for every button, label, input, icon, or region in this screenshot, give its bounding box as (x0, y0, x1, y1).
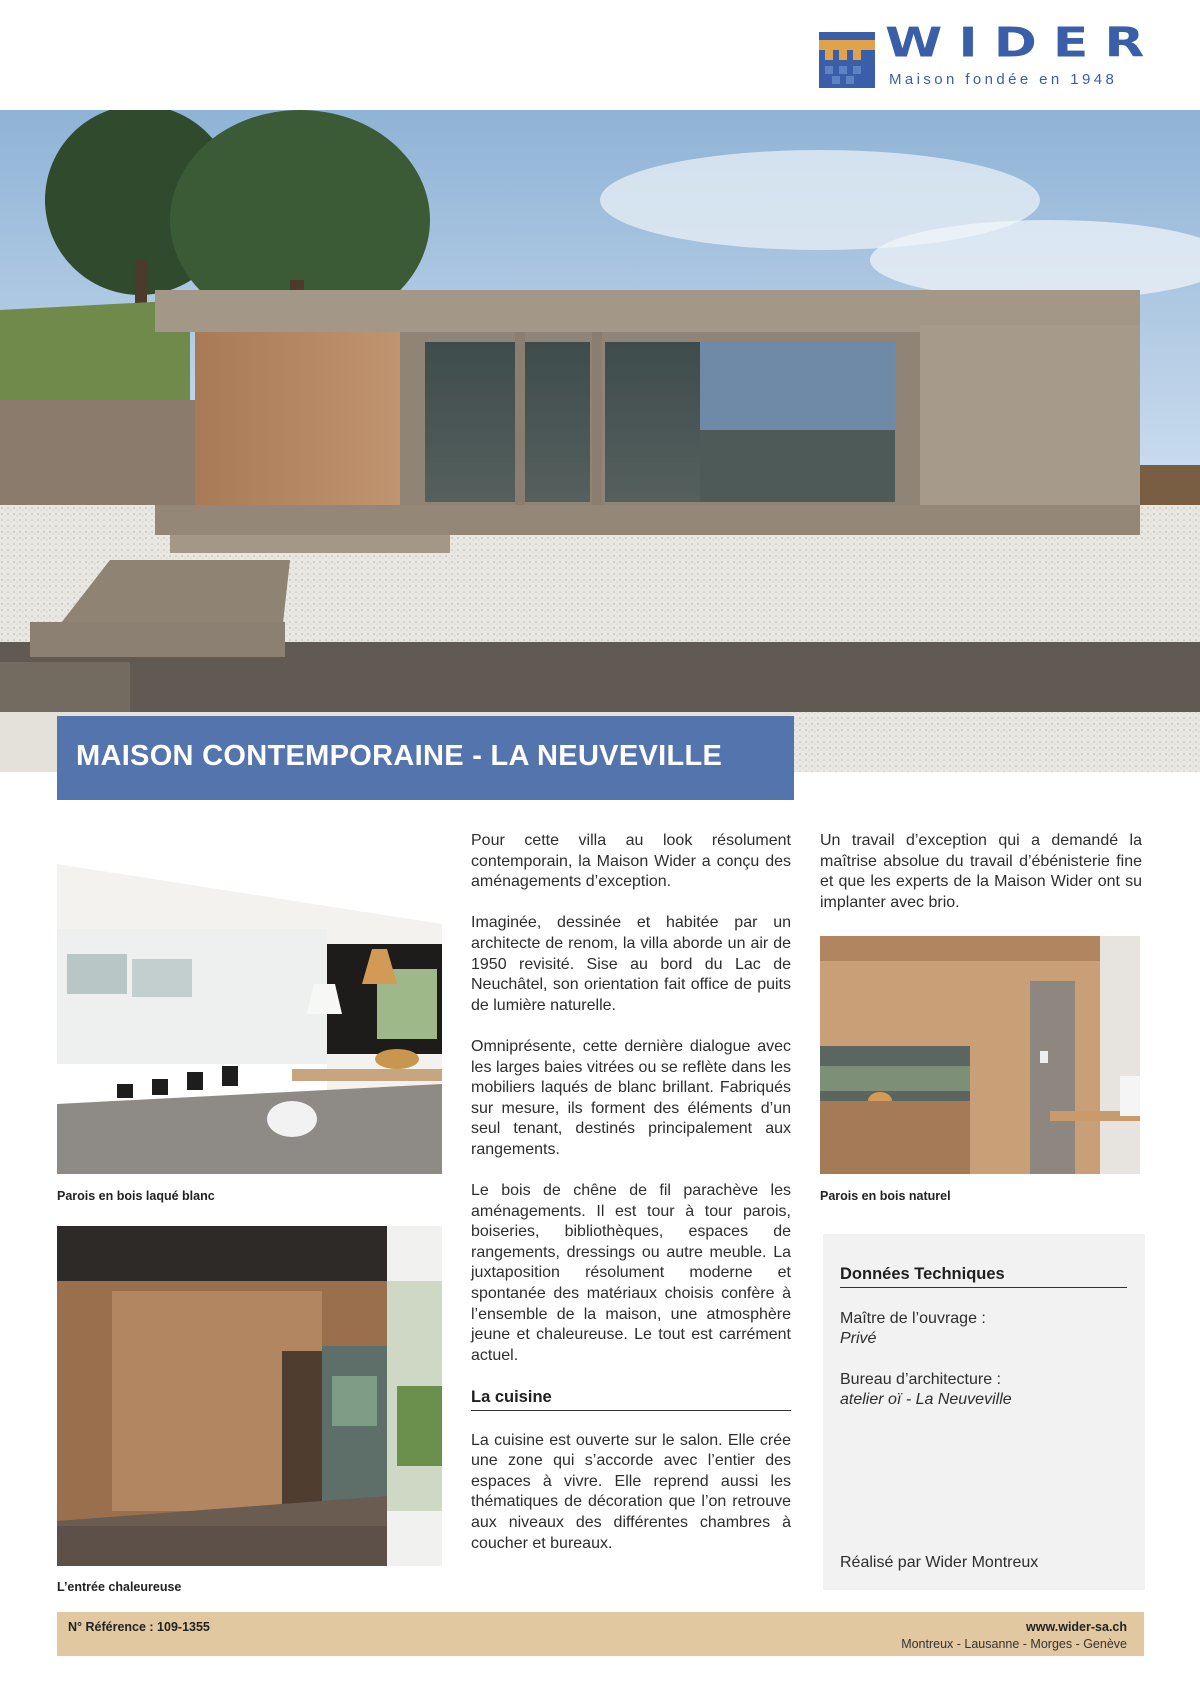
caption-entrance: L’entrée chaleureuse (57, 1580, 182, 1594)
architect-value: atelier oï - La Neuveville (840, 1391, 1012, 1408)
credit-text: Réalisé par Wider Montreux (840, 1554, 1039, 1571)
white-lacquered-interior-photo (57, 834, 442, 1174)
page-title: MAISON CONTEMPORAINE - LA NEUVEVILLE (76, 740, 723, 772)
photo-natural-wood (820, 936, 1140, 1174)
kitchen-heading: La cuisine (471, 1387, 791, 1411)
middle-column (471, 831, 791, 1575)
architect-label: Bureau d’architecture : (840, 1371, 1001, 1388)
brand-logo (819, 20, 1161, 90)
contemporary-house-photo (0, 110, 1200, 772)
wooden-entrance-photo (57, 1226, 442, 1566)
footer-bar (57, 1612, 1144, 1656)
reference-number: N° Référence : 109-1355 (68, 1620, 210, 1634)
right-column-intro (820, 831, 1142, 934)
owner-label: Maître de l’ouvrage : (840, 1310, 986, 1327)
wider-logo-icon (819, 32, 875, 88)
tech-heading: Données Techniques (840, 1265, 1127, 1288)
caption-natural-wood: Parois en bois naturel (820, 1189, 951, 1203)
paragraph-light: Omniprésente, cette dernière dialogue avec les larges baies vitrées ou se reflète dans les mobiliers laqués de blanc brillant. Fabriqués sur mesure, ils forment des éléments d’un seul tenant, destinés principalement aux rangements. (471, 1037, 791, 1158)
brand-tagline: Maison fondée en 1948 (889, 71, 1118, 88)
caption-white-interior: Parois en bois laqué blanc (57, 1189, 215, 1203)
title-banner (57, 716, 794, 800)
photo-entrance (57, 1226, 442, 1566)
paragraph-oak: Le bois de chêne de fil parachève les aménagements. Il est tour à tour parois, boiseries, bibliothèques, espaces de rangements, dressings ou autre meuble. La juxtaposition résolument moderne et spontanée des matériaux choisis confère à l’ensemble de la maison, une atmosphère jeune et chaleureuse. Le tout est carrément actuel. (471, 1182, 791, 1364)
technical-data-box (823, 1234, 1145, 1590)
owner-value: Privé (840, 1330, 877, 1347)
photo-white-interior (57, 834, 442, 1174)
hero-photo (0, 110, 1200, 772)
paragraph-craft: Un travail d’exception qui a demandé la maîtrise absolue du travail d’ébénisterie fine et que les experts de la Maison Wider ont su implanter avec brio. (820, 832, 1142, 911)
locations-text: Montreux - Lausanne - Morges - Genève (901, 1637, 1127, 1651)
paragraph-kitchen: La cuisine est ouverte sur le salon. Elle crée une zone qui s’accorde avec l’entier des espaces à vivre. Elle reprend aussi les thématiques de décoration que l’on retrouve aux niveaux des différentes chambres à coucher et bureaux. (471, 1431, 791, 1552)
natural-wood-wall-photo (820, 936, 1140, 1174)
paragraph-architect: Imaginée, dessinée et habitée par un architecte de renom, la villa aborde un air de 1950 revisité. Sise au bord du Lac de Neuchâtel, son orientation fait office de puits de lumière naturelle. (471, 914, 791, 1014)
website-link[interactable]: www.wider-sa.ch (1026, 1620, 1127, 1634)
brand-name: WIDER (885, 20, 1161, 67)
paragraph-intro: Pour cette villa au look résolument contemporain, la Maison Wider a conçu des aménagements d’exception. (471, 832, 791, 891)
